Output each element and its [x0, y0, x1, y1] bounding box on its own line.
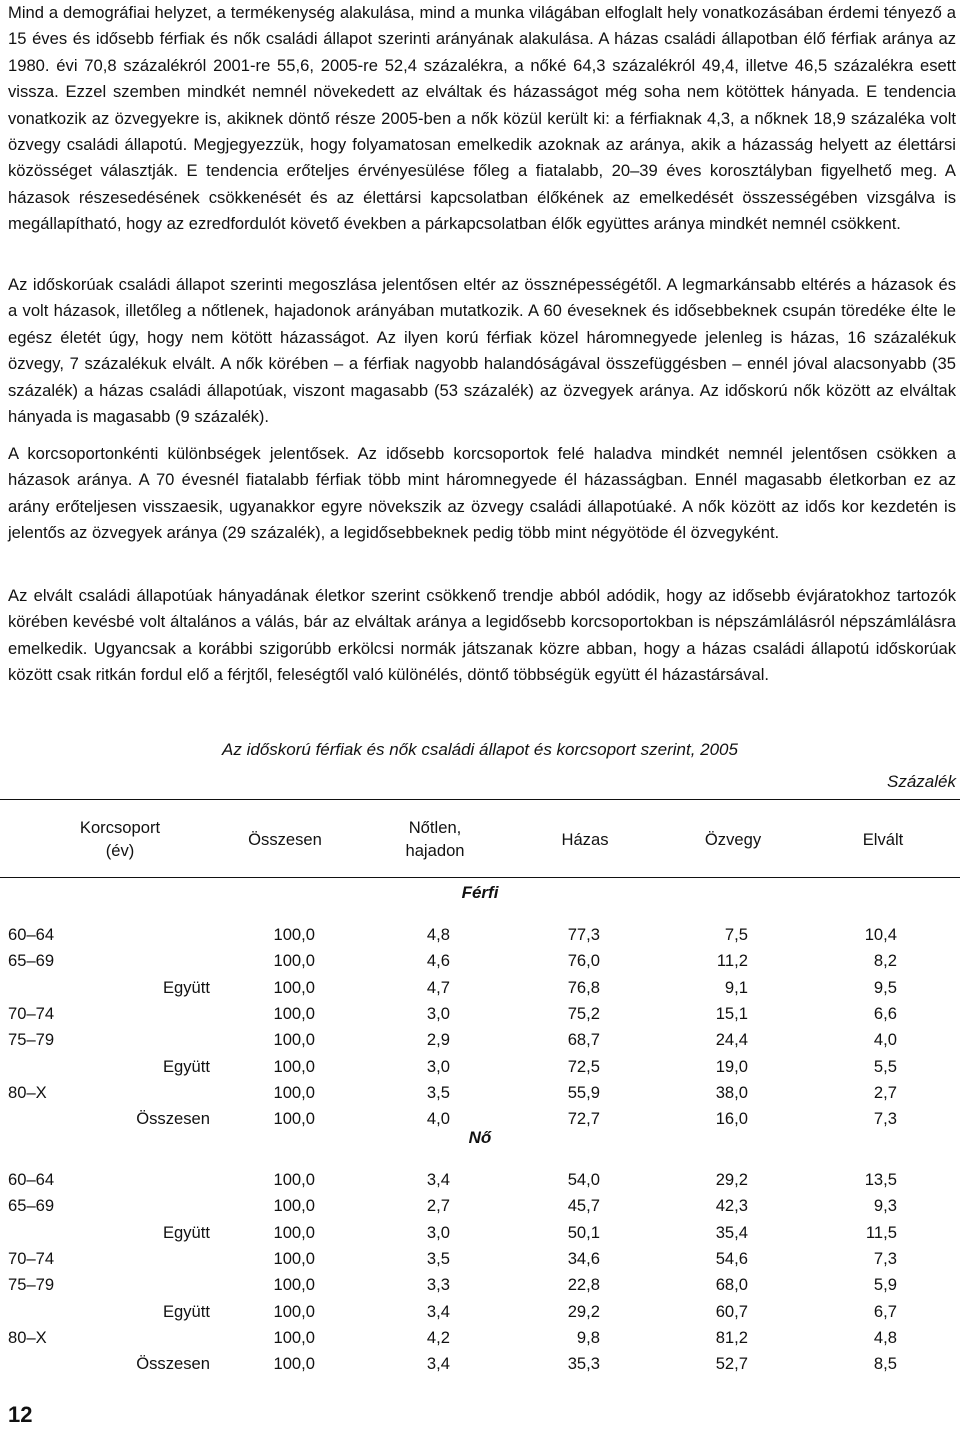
table-header-rule	[0, 877, 960, 878]
table-cell: 34,6	[567, 1248, 600, 1268]
header-single-line1: Nőtlen,	[408, 818, 462, 837]
table-cell: 3,4	[426, 1301, 450, 1321]
table-cell: 35,3	[567, 1354, 600, 1374]
row-age-group: Együtt	[162, 1222, 210, 1242]
table-row	[0, 975, 960, 1001]
paragraph-marital-trends: Mind a demográfiai helyzet, a termékenység alakulása, mind a munka világában elfoglalt hely vonatkozásában érdemi tényező a 15 éves és idősebb férfiak és nők családi állapot szerinti arányának alakulása. A házas családi állapotban élő férfiak aránya az 1980. évi 70,8 százalékról 2001-re 55,6, 2005-re 52,4 százalékra, a nőké 64,3 százalékról 49,4, illetve 46,5 százalékra esett vissza. Ezzel szemben mindkét nemnél növekedett az elváltak és házasságot még soha nem kötöttek hányada. E tendencia vonatkozik az özvegyekre is, akiknek döntő része 2005-ben a nők közül került ki: a férfiaknak 4,3, a nőknek 18,9 százaléka volt özvegy családi állapotú. Megjegyezzük, hogy folyamatosan emelkedik azoknak az aránya, akik a házasság helyett az élettársi közösséget választják. E tendencia erőteljes érvényesülése főleg a fiatalabb, 20–39 éves korosztályban figyelhető meg. A házasok részesedésének csökkenését és az élettársi kapcsolatban élőkének az emelkedését összességében vizsgálva is megállapítható, hogy az ezredfordulót követő években a párkapcsolatban élők együttes aránya mindkét nemnél csökkent.	[8, 3, 956, 234]
table-cell: 68,7	[567, 1030, 600, 1050]
row-age-group: 80–X	[8, 1327, 47, 1347]
table-cell: 54,6	[715, 1248, 748, 1268]
table-cell: 100,0	[273, 1082, 315, 1102]
table-cell: 4,8	[426, 925, 450, 944]
table-caption: Az időskorú férfiak és nők családi állapot és korcsoport szerint, 2005	[222, 740, 738, 759]
table-cell: 4,0	[873, 1030, 897, 1050]
table-cell: 29,2	[715, 1170, 748, 1189]
table-cell: 4,8	[873, 1327, 897, 1347]
row-age-group: 75–79	[8, 1030, 55, 1050]
table-cell: 3,0	[426, 1056, 450, 1076]
table-cell: 100,0	[273, 1275, 315, 1295]
table-cell: 100,0	[273, 951, 315, 971]
table-cell: 100,0	[273, 925, 315, 944]
paragraph-elderly-distribution: Az időskorúak családi állapot szerinti megoszlása jelentősen eltér az össznépességétől. A legmarkánsabb eltérés a házasok és a volt házasok, illetőleg a nőtlenek, hajadonok arányában mutatkozik. A 60 éveseknek és idősebbeknek csupán töredéke élte le egész életét úgy, hogy nem kötött házasságot. Az ilyen korú férfiak közel háromnegyede jelenleg is házas, 16 százalékuk özvegy, 7 százalékuk elvált. A nők körében – a férfiak nagyobb halandóságával összefüggésben – ennél jóval alacsonyabb (35 százalék) a házas családi állapotúak, viszont magasabb (53 százalék) az özvegyek aránya. Az időskorú nők között az elváltak hányada is magasabb (9 százalék).	[8, 275, 956, 427]
table-cell: 4,6	[426, 951, 450, 971]
table-row	[0, 922, 960, 948]
table-cell: 3,4	[426, 1170, 450, 1189]
table-cell: 13,5	[864, 1170, 897, 1189]
table-row	[0, 1080, 960, 1106]
table-row	[0, 1246, 960, 1272]
table-cell: 100,0	[273, 977, 315, 997]
row-age-group: Összesen	[136, 1109, 210, 1129]
table-row	[0, 1167, 960, 1193]
table-cell: 60,7	[715, 1301, 748, 1321]
table-cell: 45,7	[567, 1196, 600, 1216]
row-age-group: 75–79	[8, 1275, 55, 1295]
table-cell: 100,0	[273, 1003, 315, 1023]
table-cell: 3,4	[426, 1354, 450, 1374]
table-cell: 50,1	[567, 1222, 600, 1242]
row-age-group: 60–64	[8, 925, 55, 944]
table-row	[0, 1351, 960, 1377]
page-number: 12	[8, 1402, 33, 1427]
table-cell: 19,0	[715, 1056, 748, 1076]
row-age-group: 65–69	[8, 951, 55, 971]
table-cell: 3,5	[426, 1248, 450, 1268]
row-age-group: Együtt	[162, 977, 210, 997]
row-age-group: Összesen	[136, 1354, 210, 1374]
table-cell: 100,0	[273, 1030, 315, 1050]
table-cell: 2,7	[426, 1196, 450, 1216]
table-cell: 7,3	[873, 1248, 897, 1268]
table-cell: 3,3	[426, 1275, 450, 1295]
table-cell: 35,4	[715, 1222, 748, 1242]
row-age-group: Együtt	[162, 1056, 210, 1076]
table-cell: 3,5	[426, 1082, 450, 1102]
table-cell: 68,0	[715, 1275, 748, 1295]
table-cell: 72,5	[567, 1056, 600, 1076]
table-cell: 8,5	[873, 1354, 897, 1374]
table-cell: 16,0	[715, 1109, 748, 1129]
row-age-group: 70–74	[8, 1003, 55, 1023]
table-cell: 100,0	[273, 1056, 315, 1076]
row-age-group: Együtt	[162, 1301, 210, 1321]
table-cell: 4,0	[426, 1109, 450, 1129]
table-cell: 2,7	[873, 1082, 897, 1102]
table-cell: 100,0	[273, 1354, 315, 1374]
table-cell: 54,0	[567, 1170, 600, 1189]
table-cell: 4,7	[426, 977, 450, 997]
table-cell: 2,9	[426, 1030, 450, 1050]
header-widowed: Özvegy	[704, 830, 762, 849]
table-cell: 55,9	[567, 1082, 600, 1102]
table-cell: 9,1	[724, 977, 748, 997]
table-cell: 11,2	[716, 951, 748, 971]
header-married: Házas	[561, 830, 609, 849]
table-cell: 15,1	[715, 1003, 748, 1023]
table-cell: 9,3	[873, 1196, 897, 1216]
table-cell: 100,0	[273, 1222, 315, 1242]
table-cell: 3,0	[426, 1222, 450, 1242]
table-row	[0, 1001, 960, 1027]
header-age-line2: (év)	[105, 841, 135, 860]
header-age-line1: Korcsoport	[79, 818, 161, 837]
table-cell: 8,2	[873, 951, 897, 971]
header-single	[375, 816, 495, 862]
header-age-group	[40, 816, 200, 862]
paragraph-divorce-trend: Az elvált családi állapotúak hányadának életkor szerint csökkenő trendje abból adódik, hogy az idősebb évjáratokhoz tartozók körében kevésbé volt általános a válás, bár az elváltak aránya a legidősebb korcsoportokban is népszámlálásról népszámlálásra emelkedik. Ugyancsak a korábbi szigorúbb erkölcsi normák játszanak közre abban, hogy a házas családi állapotú időskorúak között csak ritkán fordul elő a férjtől, feleségtől való különélés, döntő többségük együtt él házastársával.	[8, 586, 956, 685]
table-cell: 9,5	[873, 977, 897, 997]
table-row	[0, 1027, 960, 1053]
header-total: Összesen	[248, 830, 322, 849]
table-cell: 5,9	[873, 1275, 897, 1295]
table-cell: 76,8	[567, 977, 600, 997]
table-cell: 3,0	[426, 1003, 450, 1023]
table-cell: 100,0	[273, 1248, 315, 1268]
table-row	[0, 1220, 960, 1246]
table-cell: 11,5	[865, 1222, 897, 1242]
row-age-group: 80–X	[8, 1082, 47, 1102]
table-cell: 81,2	[715, 1327, 748, 1347]
table-cell: 4,2	[426, 1327, 450, 1347]
section-label: Férfi	[461, 883, 499, 902]
table-row	[0, 948, 960, 974]
table-cell: 6,6	[873, 1003, 897, 1023]
table-cell: 75,2	[567, 1003, 600, 1023]
table-cell: 24,4	[715, 1030, 748, 1050]
table-cell: 52,7	[715, 1354, 748, 1374]
table-cell: 100,0	[273, 1327, 315, 1347]
table-cell: 6,7	[873, 1301, 897, 1321]
table-unit: Százalék	[887, 772, 956, 791]
table-cell: 29,2	[567, 1301, 600, 1321]
row-age-group: 70–74	[8, 1248, 55, 1268]
table-cell: 7,5	[724, 925, 748, 944]
paragraph-age-group-differences: A korcsoportonkénti különbségek jelentősek. Az idősebb korcsoportok felé haladva mindkét nemnél jelentősen csökken a házasok aránya. A 70 évesnél fiatalabb férfiak több mint háromnegyede él házasságban. Ennél magasabb életkorban ez az arány erőteljesen visszaesik, ugyanakkor egyre növekszik az özvegy családi állapotúaké. A nők között az idős kor kezdetén is jelentős az özvegyek aránya (29 százalék), a legidősebbeknek pedig több mint négyötöde él özvegyként.	[8, 444, 956, 543]
table-row	[0, 1299, 960, 1325]
row-age-group: 65–69	[8, 1196, 55, 1216]
row-age-group: 60–64	[8, 1170, 55, 1189]
table-cell: 7,3	[873, 1109, 897, 1129]
table-cell: 10,4	[864, 925, 897, 944]
section-label: Nő	[468, 1128, 492, 1147]
table-cell: 42,3	[715, 1196, 748, 1216]
header-divorced: Elvált	[862, 830, 904, 849]
table-cell: 100,0	[273, 1301, 315, 1321]
table-top-rule	[0, 799, 960, 800]
table-cell: 77,3	[567, 925, 600, 944]
table-cell: 5,5	[873, 1056, 897, 1076]
table-row	[0, 1193, 960, 1219]
table-cell: 100,0	[273, 1109, 315, 1129]
table-cell: 100,0	[273, 1170, 315, 1189]
table-row	[0, 1325, 960, 1351]
table-row	[0, 1272, 960, 1298]
table-cell: 76,0	[567, 951, 600, 971]
table-cell: 100,0	[273, 1196, 315, 1216]
table-cell: 38,0	[715, 1082, 748, 1102]
header-single-line2: hajadon	[405, 841, 465, 860]
table-row	[0, 1054, 960, 1080]
table-cell: 22,8	[567, 1275, 600, 1295]
table-cell: 72,7	[567, 1109, 600, 1129]
table-cell: 9,8	[576, 1327, 600, 1347]
